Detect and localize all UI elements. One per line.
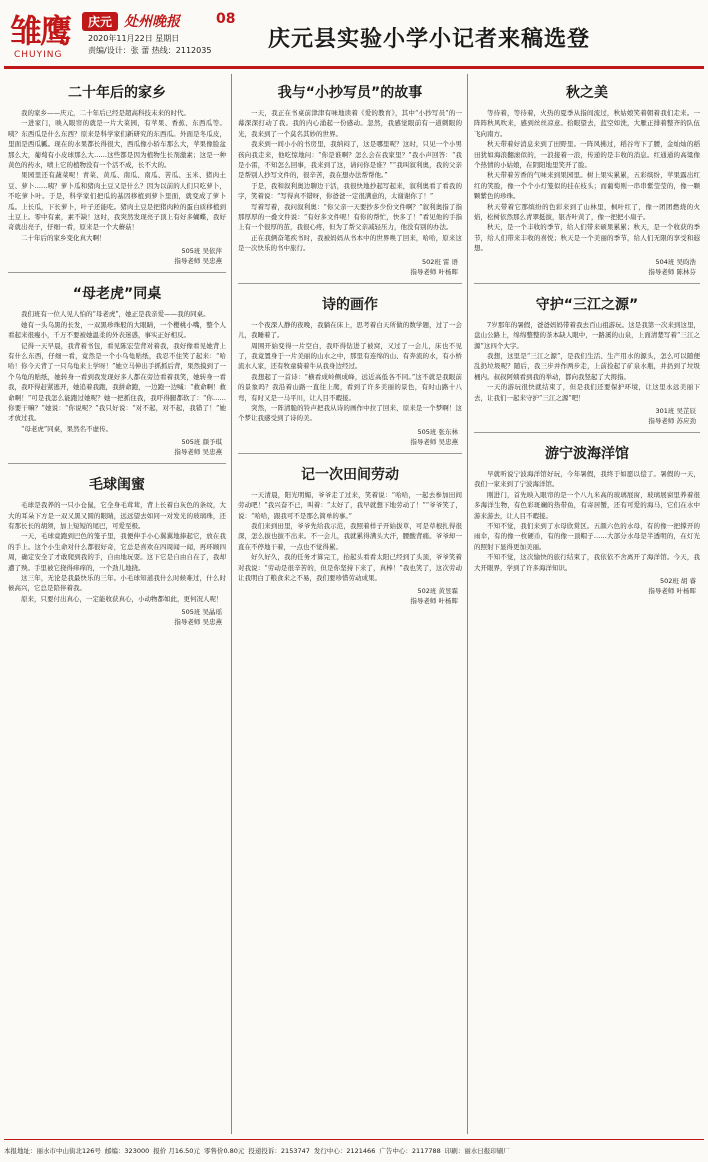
article-byline (238, 257, 462, 277)
article-title: 我与“小抄写员”的故事 (277, 85, 423, 101)
page-number: 08 (216, 11, 236, 27)
article-body (238, 320, 462, 424)
article-paragraph: 刚进门，首先映入眼帘的是一个八九米高的玻璃展窗，玻璃展窗里养着很多海洋生物，有色彩斑斓的热带鱼，有寄居蟹，还有可爱的海马，它们在水中游来游去，让人目不暇接。 (474, 490, 700, 520)
article-byline (474, 576, 700, 596)
article-separator (238, 283, 462, 284)
teacher: 指导老师 叶杨晖 (410, 597, 458, 606)
article-paragraph: 等待着，等待着，火热的夏季从指间流过，秋姑娘笑着朝着我们走来。一阵阵秋风吹来，感到丝丝凉意。拾眼望去，蓝空如洗，大雁正排着整齐的队伍飞向南方。 (474, 109, 700, 138)
article-byline (474, 406, 700, 426)
article-qiuzhimei (474, 82, 700, 277)
article-mulaohu (8, 283, 226, 457)
article-paragraph: 一天，毛球竟跑到巴色的笼子里，我便伸手小心翼翼地捧起它，放在我的手上。这个小生命对什么都很好奇，它总是喜欢在四周闻一闻，再环顾四周，确定安全了才敢爬到我的手，自由地玩耍。这下它是自由自在了，我却遭了殃。手里被它挠得痒痒的，一个劲儿地挠。 (8, 532, 226, 572)
footer-item: 发行中心：2121466 (313, 1147, 376, 1155)
article-paragraph: 秋天，是一个丰收的季节，给人们带来硕果累累；秋天，是一个收获的季节，给人们带来丰收的喜悦；秋天是一个美丽的季节，给人们无限的享受和遐想。 (474, 223, 700, 253)
logo: 雏鹰 (10, 12, 71, 50)
top-rule (4, 66, 704, 69)
footer-item: 邮编：323000 (104, 1147, 150, 1155)
page-title: 庆元县实验小学小记者来稿选登 (268, 27, 591, 52)
teacher: 指导老师 吴忠燕 (174, 257, 222, 266)
article-paragraph: 秋天带着好消息来到了田野里。一阵风拂过，稻谷弯下了腰，金灿灿的稻田犹如海浪翻滚似的，一浪接着一浪，传递的是丰收的消息。红通通的高粱像个热情的小姑娘，在阴阳地里笑开了脸。 (474, 140, 700, 170)
author: 505班 颜予琪 (181, 438, 222, 447)
teacher: 指导老师 叶杨晖 (648, 587, 696, 595)
article-paragraph: 早就听说宁波海洋馆好玩，今年暑假，我终于如愿以偿了。暑假的一天，我们一家来到了宁波海洋馆。 (474, 469, 700, 489)
article-title: 毛球闺蜜 (89, 477, 145, 494)
article-paragraph: 一天的游玩很快就结束了，但是我们还要保护环境，让这里永远美丽下去，让我们一起来守护“三江之源”吧！ (474, 383, 700, 402)
section-tag: 庆元 (82, 12, 118, 31)
footer-item: 零售价0.80元 (203, 1147, 245, 1155)
article-byline (8, 437, 226, 457)
article-paragraph: 于是，我和叙利奥边聊边干活，我很快地抄起写起来，叙利奥看了看我的字，笑着说：“写得真不错呀，你爸爸一定很满意的，太谢谢你了！” (238, 181, 462, 201)
article-body (8, 500, 226, 604)
article-title: 秋之美 (566, 85, 608, 101)
article-title: 二十年后的家乡 (68, 85, 166, 101)
article-separator (8, 272, 226, 273)
article-body (8, 309, 226, 434)
article-paragraph: 7岁那年的暑假，爸爸妈妈带着我去百山祖游玩。这是我第一次来到这里，盘山公路上，绵绵整整的茶本缺人眼中，一路溪的山泉，上面清楚写着“三江之源”这四个大字。 (474, 320, 700, 350)
paper-name: 处州晚报 (124, 14, 180, 30)
article-paragraph: 二十年后的家乡变化真大啊！ (21, 233, 106, 242)
article-paragraph: 正在我俩奋笔疾书时，我被妈妈从书本中的世界唤了回来，哈哈，原来这是一次快乐的书中旅行。 (238, 233, 462, 253)
author: 502班 雷 语 (421, 257, 458, 266)
article-paragraph: 记得一天早晨，我背着书包，看见陈宏莹背对着我，我好像看见她背上有什么东西，仔细一看，竟然是一个小乌龟贴纸，我忍不住笑了起来：“哈哈！你今天背了一只乌龟来上学呀！”她立马伸出手抓抓后背，果然摸到了一个乌龟的贴纸，她转身一看到我发现好多人都在旁边看着我笑，她转身一看我，我吓得赶紧逃开，她追着我跑，我拼命跑，一边跑一边喊：“救命啊！救命啊！”可是我怎么能跑过她呢？她一把抓住我，我吓得腿都软了：“你……你要干嘛？”她说：“你说呢？”我只好说：“对不起，对不起，我错了！”她才放过我。 (8, 341, 226, 423)
issue-date: 2020年11月22日 星期日 (88, 34, 180, 43)
footer-item: 广告中心：2117788 (379, 1147, 441, 1155)
article-maoqiu (8, 474, 226, 627)
article-byline (8, 607, 226, 627)
article-paragraph: 毛球是我养的一只小仓鼠，它全身毛茸茸，背上长着白灰色的条纹，大大的耳朵下方是一双又黑又圆的眼睛，远远望去如同一对发光的玻璃珠，还有那长长的胡须，加上短短的尾巴，可爱至极。 (8, 501, 226, 530)
teacher: 指导老师 苏应劲 (648, 416, 696, 425)
article-separator (474, 432, 700, 433)
column-left (8, 72, 226, 1136)
article-paragraph: 我想起了一首诗：“横看成岭侧成峰，远近高低各不同。”这不就是我眼前的景象吗？我沿着山路一直往上爬，看到了许多美丽的景色，有时山路十八弯，有时又是一马平川，让人目不暇接。 (238, 372, 462, 402)
teacher: 指导老师 吴忠燕 (174, 448, 222, 457)
article-separator (474, 283, 700, 284)
column-right (474, 72, 700, 1136)
article-paragraph: 突然，一阵清脆的铃声把我从诗的画作中拉了回来，原来是一个梦啊！这个梦让我感受到了诗的美。 (238, 403, 462, 423)
article-paragraph: 不知不觉，这次愉快的旅行结束了，我依依不舍离开了海洋馆。今天，我大开眼界，学到了许多海洋知识。 (474, 553, 700, 572)
footer-item: 印刷：丽水日报印刷厂 (444, 1147, 510, 1155)
article-body (238, 490, 462, 584)
teacher: 指导老师 陈林芬 (648, 267, 696, 276)
article-paragraph: 秋天带着芳香的气味来到果园里。树上果实累累，五彩缤纷，苹果露出红红的笑脸，像一个个小灯笼似的挂在枝头；而葡萄则一串串紫莹莹的，像一颗颗紫色的珍珠。 (474, 171, 700, 201)
article-paragraph: 我想，这里是“三江之源”，是我们生活、生产用水的源头，怎么可以随便乱扔垃圾呢？随后，我三步并作两步走，上前捡起了矿泉水瓶，并扔到了垃圾桶内。叔叔阿姨看到我的举动，都向我竖起了大拇指。 (474, 351, 700, 381)
footer-item: 报价 月16.50元 (153, 1147, 200, 1155)
article-body (474, 108, 700, 254)
author: 504班 吴昀浩 (655, 257, 696, 266)
article-title: 游宁波海洋馆 (545, 445, 629, 462)
article-paragraph: 一个夜深人静的夜晚，我躺在床上，思考着白天所做的数学题，过了一会儿，我睡着了。 (238, 320, 462, 340)
article-xiaoxiaoxieshou (238, 82, 462, 277)
article-paragraph: 一进家门，映入眼帘的就是一片大菜园，有苹果、香蕉、东西瓜等。咦？东西瓜是什么东西？原来是科学家们新研究的东西瓜。外面是冬瓜皮，里面是西瓜瓤。现在的水果都长得很大，西瓜像小轿车那么大，苹果像脸盆那么大，葡萄有小皮球那么大……这些都是因为植物生长剂激素；这是一种黄色的药水，喷上它的植物没有一个活不成，长不大的。 (8, 119, 226, 170)
editor-line: 责编/设计：张 蕾 热线：2112035 (88, 46, 212, 55)
author: 505班 张东林 (417, 427, 458, 436)
article-title: 守护“三江之源” (535, 296, 639, 313)
article-byline (474, 257, 700, 277)
article-title: “母老虎”同桌 (72, 286, 162, 303)
article-paragraph: 秋天带着它那缤纷的色彩来到了山林里，枫叶红了，像一团团燃烧的火焰，松树依然那么青翠挺拔，银杏叶黄了，像一把把小扇子。 (474, 202, 700, 222)
article-paragraph: 这三年，无论是我最快乐的三年。小毛球知道我什么时候难过，什么时候高兴，它总是陪伴着我。 (8, 574, 226, 593)
article-paragraph: 果园里还有蔬菜呢！青菜、黄瓜、南瓜、南瓜、苦瓜、玉米、猪肉土豆、萝卜……咦？萝卜瓜和猪肉土豆又是什么？因为以前的人们只吃萝卜，不吃萝卜叶。于是，科学家们把瓜的基因移植到萝卜里面，就变成了萝卜瓜。上长瓜，下长萝卜，叶子还能吃。猪肉土豆是把猪肉粒的蛋白质移植到土豆上。零中有素，素不缺！这时，我突然发现亮子顶上有好多蝴蝶，我好奇就出亮子，仔细一看，原来是一个大蘑菇！ (8, 171, 226, 232)
column-divider (467, 74, 468, 1134)
article-paragraph: 一天，我正在书桌前津津有味地读着《爱的教育》，其中“小抄写员”的一幕深深打动了我。我的内心涌起一份感动。忽然，我感觉眼前有一道刺眼的光，我来到了一个莫名其妙的世界。 (238, 109, 462, 138)
teacher: 指导老师 吴忠燕 (174, 618, 222, 627)
article-haiyangguan (474, 443, 700, 596)
article-paragraph: “母老虎”同桌，果然名不虚传。 (21, 424, 113, 433)
logo-sub: CHUYING (14, 50, 63, 60)
teacher: 指导老师 吴忠燕 (410, 437, 458, 446)
author: 505班 吴依萍 (181, 247, 222, 256)
article-paragraph: 我们班有一位人见人怕的“母老虎”，她正是我亲爱——我的同桌。 (21, 310, 210, 319)
footer-item: 投递投诉：2153747 (248, 1147, 310, 1155)
article-body (238, 108, 462, 254)
author: 505班 吴晶瑶 (181, 608, 222, 617)
article-separator (8, 463, 226, 464)
column-middle (238, 72, 462, 1136)
article-byline (238, 427, 462, 447)
article-paragraph: 我来到一间小小的书房里，我纳闷了，这是哪里呢？这时，只见一个小男孩向我走来，他吃惊地问：“你是谁啊？怎么会在我家里？”我小声回答：“我是小雷，不知怎么回事，我来到了这，请问你是谁？”“我叫叙利奥，我的父亲是帮别人抄写文件的，很辛苦，我在想办法帮帮他。” (238, 140, 462, 180)
footer (4, 1139, 704, 1162)
article-paragraph: 我的家乡——庆元，二十年后已经是超高科技未来的时代。 (21, 109, 190, 117)
article-byline (238, 586, 462, 606)
article-paragraph: 周围开始变得一片空白，我吓得钻进了被窝，又过了一会儿，床也不见了，我竟置身于一片美丽的山水之中，那里有连绵的山、有奔流的水，有小桥流水人家，还有牧童骑着牛从我身边经过。 (238, 341, 462, 371)
article-separator (238, 453, 462, 454)
footer-item: 本报地址：丽水市中山街北126号 (4, 1147, 101, 1155)
article-shihua (238, 294, 462, 447)
article-paragraph: 我们来到田里，爷爷先给我示范，我照着样子开始拔草，可是草根扎得很深，怎么拔也拔不出来。不一会儿，我就累得满头大汗，腰酸背痛。爷爷却一直在不停地干着，一点也不觉得累。 (238, 521, 462, 551)
article-laodong (238, 464, 462, 607)
article-paragraph: 一天清晨，阳光明媚，爷爷走了过来，笑着说：“哈哈，一起去参加田间劳动吧！”我兴奋不已，叫着：“太好了，我早就想下地劳动了！”“爷爷笑了，说：“哈哈，跟我可不是那么简单的事。” (238, 490, 462, 520)
article-sanjiang (474, 294, 700, 426)
article-paragraph: 好久好久，我的任务才算完工，抬起头看看太阳已经到了头顶，爷爷笑着对我说：“劳动是很辛苦的，但是你坚持下来了，真棒！”我也笑了，这次劳动让我明白了粮食来之不易，我们要珍惜劳动成果。 (238, 553, 462, 582)
article-paragraph: 写着写着，我问叙利奥：“你父亲一天要抄多少份文件啊？”叙利奥指了指那厚厚的一叠文件说：“有好多文件呢！有你的帮忙，快多了！”看见他的手指上有一个很厚的茧，我很心疼，但为了帮父亲减轻压力，他没有别的办法。 (238, 202, 462, 232)
author: 301班 吴芷辰 (655, 406, 696, 415)
author: 502班 黄昱霖 (417, 587, 458, 596)
article-paragraph: 不知不觉，我们来到了水母欣赏区。五颜六色的水母，有的像一把撑开的雨伞，有的像一枚硬币，有的像一顶帽子……大部分水母是半透明的，在灯光的照射下显得更加美丽。 (474, 521, 700, 551)
article-body (474, 469, 700, 573)
article-title: 诗的画作 (322, 296, 378, 313)
teacher: 指导老师 叶杨晖 (410, 267, 458, 276)
article-ershinian (8, 82, 226, 266)
article-paragraph: 她有一头乌黑的长发，一双黑珍珠般的大眼睛，一个樱桃小嘴，整个人看起来很瘦小，千万不要被她温柔的外表迷惑，事实正好相反。 (8, 320, 226, 340)
article-byline (8, 246, 226, 266)
author: 502班 胡 睿 (659, 577, 696, 585)
article-paragraph: 原来，只要付出真心，一定能收获真心，小动物都如此，更何况人呢！ (21, 594, 223, 603)
article-body (474, 320, 700, 403)
article-body (8, 108, 226, 243)
column-divider (231, 74, 232, 1134)
article-title: 记一次田间劳动 (301, 466, 399, 483)
masthead (0, 0, 708, 64)
